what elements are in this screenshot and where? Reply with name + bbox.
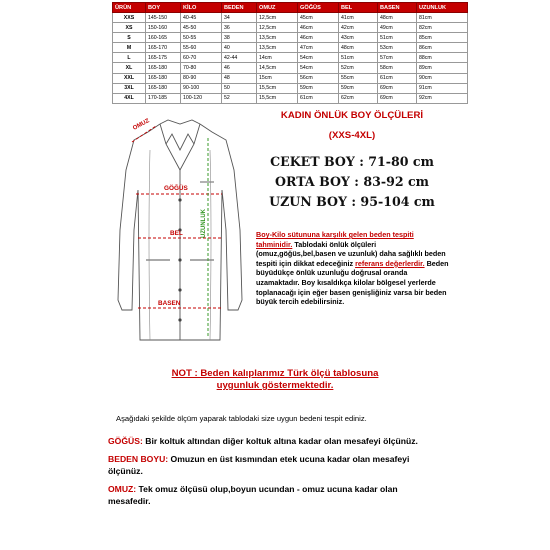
table-cell: 92cm [417, 93, 468, 103]
table-cell: 34 [222, 13, 257, 23]
col-gogus: GÖĞÜS [298, 3, 339, 13]
table-cell: 88cm [417, 53, 468, 63]
table-cell: 54cm [298, 53, 339, 63]
instruction-beden-boyu [108, 453, 438, 477]
table-cell: 52cm [339, 63, 378, 73]
note-line-2: uygunluk göstermektedir. [216, 380, 334, 391]
table-cell: 49cm [378, 23, 417, 33]
table-cell: 91cm [417, 83, 468, 93]
table-cell: 48cm [378, 13, 417, 23]
table-cell: 52 [222, 93, 257, 103]
lab-coat-diagram [110, 110, 250, 350]
col-uzunluk: UZUNLUK [417, 3, 468, 13]
table-cell: 165-180 [146, 83, 181, 93]
table-cell: 53cm [378, 43, 417, 53]
table-cell: XXS [113, 13, 146, 23]
table-cell: 40-45 [181, 13, 222, 23]
table-cell: 50-55 [181, 33, 222, 43]
instructions-intro: Aşağıdaki şekilde ölçüm yaparak tablodaki size uygun bedeni tespit ediniz. [116, 414, 367, 423]
table-cell: 51cm [378, 33, 417, 43]
orta-boy: ORTA BOY : 83-92 cm [275, 174, 429, 189]
omuz-label: OMUZ: [108, 484, 137, 494]
label-gogus: GÖĞÜS [164, 185, 188, 192]
table-cell: 13,5cm [257, 43, 298, 53]
table-cell: 40 [222, 43, 257, 53]
note-reference-values: referans değerlerdir. [355, 258, 425, 268]
table-cell: 46 [222, 63, 257, 73]
table-cell: 60-70 [181, 53, 222, 63]
table-cell: 61cm [298, 93, 339, 103]
table-cell: 69cm [378, 93, 417, 103]
table-cell: 82cm [417, 23, 468, 33]
instruction-omuz [108, 483, 438, 507]
instruction-gogus [108, 435, 438, 447]
label-uzunluk: UZUNLUK [201, 209, 207, 238]
table-row [113, 53, 468, 63]
table-cell: 56cm [298, 73, 339, 83]
table-row [113, 23, 468, 33]
size-note [252, 230, 452, 307]
turkish-size-note [150, 368, 400, 392]
col-kilo: KİLO [181, 3, 222, 13]
table-cell: 165-170 [146, 43, 181, 53]
label-omuz: OMUZ [132, 118, 151, 132]
table-cell: 15,5cm [257, 83, 298, 93]
table-row [113, 63, 468, 73]
col-bel: BEL [339, 3, 378, 13]
table-cell: XS [113, 23, 146, 33]
table-cell: 36 [222, 23, 257, 33]
omuz-text: Tek omuz ölçüsü olup,boyun ucundan - omuz ucuna kadar olan mesafedir. [108, 484, 398, 506]
table-cell: XXL [113, 73, 146, 83]
table-cell: 38 [222, 33, 257, 43]
table-row [113, 43, 468, 53]
table-cell: 48cm [339, 43, 378, 53]
ceket-boy: CEKET BOY : 71-80 cm [270, 154, 434, 169]
table-cell: 100-120 [181, 93, 222, 103]
gogus-label: GÖĞÜS: [108, 436, 143, 446]
table-cell: 57cm [378, 53, 417, 63]
beden-text: Omuzun en üst kısmından etek ucuna kadar olan mesafeyi ölçünüz. [108, 454, 410, 476]
note-estimate: Boy-Kilo sütununa karşılık gelen beden tespiti tahminidir. [256, 230, 414, 249]
table-cell: 85cm [417, 33, 468, 43]
table-cell: 46cm [298, 33, 339, 43]
table-cell: 15cm [257, 73, 298, 83]
table-cell: 15,5cm [257, 93, 298, 103]
label-bel: BEL [170, 230, 183, 237]
table-cell: 43cm [339, 33, 378, 43]
table-cell: 90-100 [181, 83, 222, 93]
size-table [112, 2, 468, 104]
table-cell: L [113, 53, 146, 63]
table-cell: 145-150 [146, 13, 181, 23]
table-cell: 55-60 [181, 43, 222, 53]
length-list [252, 152, 452, 212]
table-cell: 12,5cm [257, 13, 298, 23]
note-line-1: NOT : Beden kalıplarımız Türk ölçü tablosuna [171, 368, 379, 379]
table-cell: 48 [222, 73, 257, 83]
table-cell: 160-165 [146, 33, 181, 43]
table-cell: 90cm [417, 73, 468, 83]
panel-subtitle: (XXS-4XL) [328, 130, 376, 141]
table-cell: 47cm [298, 43, 339, 53]
table-cell: 55cm [339, 73, 378, 83]
panel-title: KADIN ÖNLÜK BOY ÖLÇÜLERİ [280, 110, 424, 121]
table-cell: 150-160 [146, 23, 181, 33]
table-cell: 80-90 [181, 73, 222, 83]
table-cell: 14cm [257, 53, 298, 63]
table-cell: 59cm [339, 83, 378, 93]
table-cell: 41cm [339, 13, 378, 23]
col-urun: ÜRÜN [113, 3, 146, 13]
table-cell: 14,5cm [257, 63, 298, 73]
size-table-header [113, 3, 468, 13]
measurement-instructions [108, 413, 438, 513]
note-reference: Tablodaki önlük ölçüleri (omuz,göğüs,bel,basen ve uzunluk) daha sağlıklı beden tespiti için dikkat edeceğiniz [256, 239, 446, 268]
table-cell: 4XL [113, 93, 146, 103]
table-cell: 45-50 [181, 23, 222, 33]
table-cell: 42-44 [222, 53, 257, 63]
table-cell: 46cm [298, 23, 339, 33]
table-row [113, 13, 468, 23]
table-cell: 13,5cm [257, 33, 298, 43]
table-cell: 165-180 [146, 73, 181, 83]
table-cell: 12,5cm [257, 23, 298, 33]
table-cell: 54cm [298, 63, 339, 73]
table-cell: 62cm [339, 93, 378, 103]
table-cell: 42cm [339, 23, 378, 33]
col-omuz: OMUZ [257, 3, 298, 13]
table-cell: 89cm [417, 63, 468, 73]
table-row [113, 83, 468, 93]
table-cell: 165-180 [146, 63, 181, 73]
table-row [113, 93, 468, 103]
table-cell: 50 [222, 83, 257, 93]
size-info-panel [252, 110, 452, 307]
table-cell: 61cm [378, 73, 417, 83]
uzun-boy: UZUN BOY : 95-104 cm [269, 194, 435, 209]
table-cell: 170-185 [146, 93, 181, 103]
table-cell: 3XL [113, 83, 146, 93]
gogus-text: Bir koltuk altından diğer koltuk altına kadar olan mesafeyi ölçünüz. [142, 436, 418, 446]
table-cell: 81cm [417, 13, 468, 23]
table-cell: 59cm [298, 83, 339, 93]
table-cell: 45cm [298, 13, 339, 23]
col-beden: BEDEN [222, 3, 257, 13]
table-row [113, 73, 468, 83]
note-length: Beden büyüdükçe önlük uzunluğu doğrusal oranda uzamaktadır. Boy kısaldıkça kilolar bölgesel yerlerde toplanacağı için eğer basen genişliğiniz varsa bir beden büyük tercih edebilirsiniz. [256, 258, 449, 307]
table-cell: XL [113, 63, 146, 73]
size-table-body [113, 13, 468, 104]
col-boy: BOY [146, 3, 181, 13]
table-cell: 58cm [378, 63, 417, 73]
table-cell: M [113, 43, 146, 53]
table-cell: S [113, 33, 146, 43]
table-row [113, 33, 468, 43]
table-cell: 51cm [339, 53, 378, 63]
beden-label: BEDEN BOYU: [108, 454, 169, 464]
table-cell: 69cm [378, 83, 417, 93]
table-cell: 70-80 [181, 63, 222, 73]
label-basen: BASEN [158, 300, 181, 307]
table-cell: 165-175 [146, 53, 181, 63]
table-cell: 86cm [417, 43, 468, 53]
col-basen: BASEN [378, 3, 417, 13]
